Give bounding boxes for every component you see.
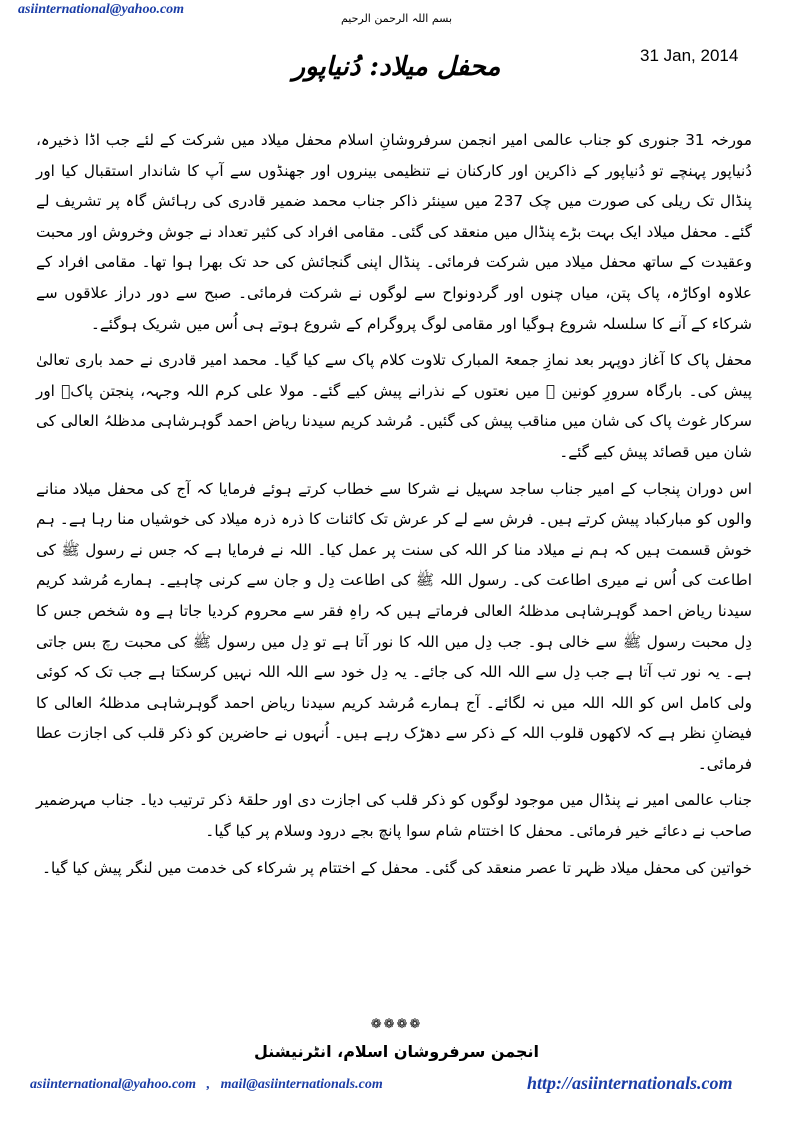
article-paragraph: اس دوران پنجاب کے امیر جناب ساجد سہیل نے شرکا سے خطاب کرتے ہوئے فرمایا کہ آج کی محفل میلاد منانے والوں کو مبارکباد پیش کرتے ہیں۔ فرش سے لے کر عرش تک کائنات کا ذرہ ذرہ میلاد کی خوشیاں منا رہا ہے۔ ہم خوش قسمت ہیں کہ ہم نے میلاد منا کر اللہ کی سنت پر عمل کیا۔ اللہ نے فرمایا ہے کہ جس نے رسول ﷺ کی اطاعت کی اُس نے میری اطاعت کی۔ رسول اللہ ﷺ کی اطاعت دِل و جان سے کرنی چاہیے۔ ہمارے مُرشد کریم سیدنا ریاض احمد گوہرشاہی مدظلہُ العالی فرماتے ہیں کہ راہِ فقر سے محروم کردیا جاتا ہے وہ شخص جس کا دِل محبت رسول ﷺ سے خالی ہو۔ جب دِل میں اللہ کا نور آتا ہے تو دِل میں رسول ﷺ کی محبت رچ بس جاتی ہے۔ یہ نور تب آتا ہے جب دِل سے اللہ اللہ کی جائے۔ یہ دِل خود سے اللہ اللہ نہیں کرسکتا ہے جب تک کہ کوئی ولی کامل اس کو اللہ اللہ میں نہ لگائے۔ آج ہمارے مُرشد کریم سیدنا ریاض احمد گوہرشاہی مدظلہُ العالی کا فیضانِ نظر ہے کہ لاکھوں قلوب اللہ کے ذکر سے دھڑک رہے ہیں۔ اُنہوں نے حاضرین کو ذکر قلب کی اجازت عطا فرمائی۔	[36, 479, 752, 773]
article-title: محفل میلاد: دُنیاپور	[292, 52, 501, 82]
article-paragraph: محفل پاک کا آغاز دوپہر بعد نمازِ جمعۃ المبارک تلاوت کلام پاک سے کیا گیا۔ محمد امیر قادری نے حمد باری تعالیٰ پیش کی۔ بارگاہ سرورِ کونین ﷺ میں نعتوں کے نذرانے پیش کیے گئے۔ مولا علی کرم اللہ وجہہ، پنجتن پاکؑ اور سرکار غوث پاک کی شان میں مناقب پیش کی گئیں۔ مُرشد کریم سیدنا ریاض احمد گوہرشاہی مدظلہُ العالی کی شان میں قصائد پیش کیے گئے۔	[36, 351, 752, 461]
header-email-link[interactable]: asiinternational@yahoo.com	[18, 2, 185, 17]
footer-separator: ,	[206, 1077, 211, 1092]
organization-name: انجمن سرفروشان اسلام، انٹرنیشنل	[253, 1042, 540, 1061]
article-paragraph: مورخہ 31 جنوری کو جناب عالمی امیر انجمن سرفروشانِ اسلام محفل میلاد میں شرکت کے لئے جب اڈا ذخیرہ، دُنیاپور پہنچے تو دُنیاپور کے ذاکرین اور کارکنان نے تنظیمی بینروں اور جھنڈوں سے آپ کا شاندار استقبال کیا اور پنڈال تک ریلی کی صورت میں چک 237 میں سینئر ذاکر جناب محمد ضمیر قادری کی رہائش گاہ پر تشریف لے گئے۔ محفل میلاد ایک بہت بڑے پنڈال میں منعقد کی گئی۔ مقامی افراد کی کثیر تعداد نے جوش وخروش اور محبت وعقیدت کے ساتھ محفل میلاد میں شرکت فرمائی۔ پنڈال اپنی گنجائش کی حد تک بھرا ہوا تھا۔ مقامی افراد کے علاوہ اوکاڑہ، پاک پتن، میاں چنوں اور گردونواح سے لوگوں نے شرکت فرمائی۔ صبح سے دور دراز علاقوں سے شرکاء کے آنے کا سلسلہ شروع ہوگیا اور مقامی لوگ پروگرام کے شروع ہوتے ہی اُس میں شریک ہوگئے۔	[36, 131, 752, 333]
footer-website-link[interactable]: http://asiinternationals.com	[527, 1073, 733, 1093]
footer-contacts	[30, 1077, 383, 1093]
article-body	[36, 125, 752, 889]
article-paragraph: خواتین کی محفل میلاد ظہر تا عصر منعقد کی گئی۔ محفل کے اختتام پر شرکاء کی خدمت میں لنگر پیش کیا گیا۔	[42, 858, 752, 877]
footer-mail-link[interactable]: mail@asiinternationals.com	[220, 1077, 383, 1092]
article-paragraph: جناب عالمی امیر نے پنڈال میں موجود لوگوں کو ذکر قلب کی اجازت دی اور حلقۂ ذکر ترتیب دیا۔ جناب مہرضمیر صاحب نے دعائے خیر فرمائی۔ محفل کا اختتام شام سوا پانچ بجے درود وسلام پر کیا گیا۔	[36, 791, 752, 841]
footer-email-link[interactable]: asiinternational@yahoo.com	[30, 1077, 197, 1092]
ornament-divider: ❁❁❁❁	[370, 1017, 423, 1032]
bismillah: بسم اللہ الرحمن الرحیم	[340, 12, 453, 25]
article-date: 31 Jan, 2014	[640, 46, 739, 65]
